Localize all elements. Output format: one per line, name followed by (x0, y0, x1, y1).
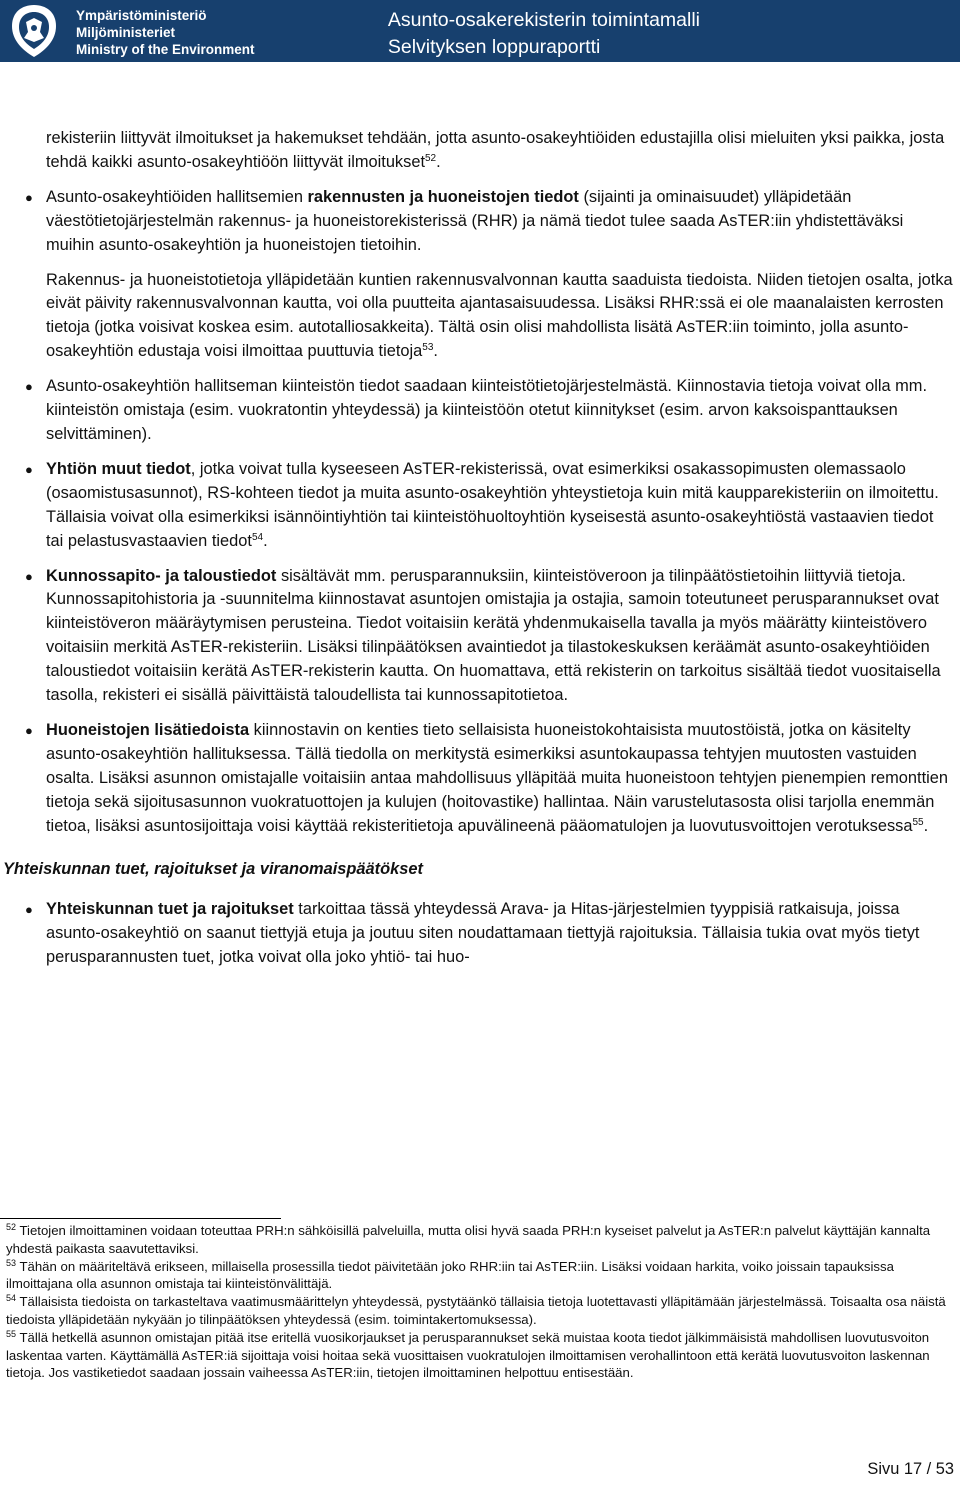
footnote-ref[interactable]: 55 (912, 816, 924, 828)
footnote: $^{52}$ Tietojen ilmoittaminen voidaan toteuttaa PRH:n sähköisillä palveluilla, mutta olisi hyvä saada PRH:n kyseiset palvelut ja AsTER:n palvelut käyttäjän kannalta yhdestä paikasta saavutettaviksi. (6, 1222, 931, 1256)
bullet-icon: ● (25, 189, 33, 205)
list-item: ● Asunto-osakeyhtiöiden hallitsemien rakennusten ja huoneistojen tiedot (sijainti ja ominaisuudet) ylläpidetään väestötietojärjestelmän rakennus- ja huoneistorekisterissä (RHR) ja nämä tiedot tulee saada AsTER:iin yhdistettäväksi muihin asunto-osakeyhtiön ja huoneistojen tietoihin. (25, 187, 904, 254)
footnote: $^{54}$ Tällaisista tiedoista on tarkasteltava vaatimusmäärittelyn yhteydessä, pystytäänkö tällaisia tietoja luotettavasti ylläpitämään järjestelmässä. Toisaalta osa näistä tiedoista ylläpidetään nykyään jo tilinpäätöksen yhteydessä (esim. toimintakertomuksessa). (6, 1293, 946, 1327)
page-header (0, 0, 960, 62)
document-title-main: Asunto-osakerekisterin toimintamalli (387, 9, 700, 31)
list-item: ● Kunnossapito- ja taloustiedot sisältävät mm. perusparannuksiin, kiinteistöveroon ja tilinpäätöstietoihin liittyviä tietoja. Kunnossapitohistoria ja -suunnitelma kiinnostavat asuntojen omistajia ja ostajia, samoin toteutuneet perusparannukset ovat kiinteistöveron määräytymisen perusteina. Tiedot voitaisiin kerätä yhdenmukaisella tavalla ja myös määrätty kiinteistövero voitaisiin merkitä AsTER-rekisteriin. Lisäksi tilinpäätöksen avaintiedot ja tilastokeskuksen keräämät asunto-osakeyhtiöiden taloustiedot voitaisiin kerätä AsTER-rekisterin kautta. On huomattava, että rekisterin on tarkoitus sisältää tiedot vuositaisella tasolla, rekisteri ei sisällä päivittäistä taloudellista tai kunnossapitotietoa. (25, 566, 941, 705)
section-heading: Yhteiskunnan tuet, rajoitukset ja viranomaispäätökset (3, 860, 423, 879)
list-item: ● Yhteiskunnan tuet ja rajoitukset tarkoittaa tässä yhteydessä Arava- ja Hitas-järjestelmien tyyppisiä ratkaisuja, joissa asunto-osakeyhtiö on saanut tiettyjä etuja ja joutuu siten noudattamaan tiettyjä rajoituksia. Tällaisia tukia ovat myös tietyt perusparannusten tuet, jotka voivat olla joko yhtiö- tai huo- (25, 900, 920, 967)
document-subtitle: Selvityksen loppuraportti (387, 36, 601, 58)
continuation-paragraph: rekisteriin liittyvät ilmoitukset ja hakemukset tehdään, jotta asunto-osakeyhtiöiden edustajilla olisi mieluiten yksi paikka, josta tehdä kaikki asunto-osakeyhtiöön liittyvät ilmoitukset$^{52}$. (46, 129, 945, 171)
footnote-divider (0, 1218, 281, 1219)
document-title (388, 7, 700, 61)
bullet-icon: ● (25, 722, 33, 738)
list-item-continuation: Rakennus- ja huoneistotietoja ylläpidetään kuntien rakennusvalvonnan kautta saaduista tiedoista. Niiden tietojen osalta, jotka eivät päivity rakennusvalvonnan kautta, voi olla puutteita ajantasaisuudessa. Lisäksi RHR:ssä ei ole maanalaisten kerrosten tietoja (jotka voisivat koskea esim. autotalliosakkeita). Tältä osin olisi mahdollista lisätä AsTER:iin toiminto, jolla asunto-osakeyhtiön edustaja voisi ilmoittaa puuttuvia tietoja$^{53}$. (46, 270, 953, 361)
list-item: ● Asunto-osakeyhtiön hallitseman kiinteistön tiedot saadaan kiinteistötietojärjestelmästä. Kiinnostavia tietoja voivat olla mm. kiinteistön omistaja (esim. vuokratontin yhteydessä) ja kiinteistöön otetut kiinnitykset (esim. arvon kaksoispanttauksen selvittäminen). (25, 377, 928, 443)
bullet-icon: ● (25, 902, 33, 918)
ministry-name-en: Ministry of the Environment (76, 42, 255, 57)
ministry-name (76, 7, 255, 58)
page-number: Sivu 17 / 53 (867, 1460, 954, 1478)
finnish-lion-crest-icon (4, 2, 64, 60)
ministry-name-fi: Ympäristöministeriö (76, 8, 207, 23)
footnote-ref[interactable]: 52 (425, 152, 437, 164)
bullet-icon: ● (25, 379, 33, 395)
footnote: $^{53}$ Tähän on määriteltävä erikseen, millaisella prosessilla tiedot päivitetään joko RHR:iin tai AsTER:iin. Lisäksi voidaan harkita, voiko joissain tapauksissa ilmoittajana olla asunnon omistaja tai kiinteistönvälittäjä. (6, 1257, 894, 1292)
list-item: ● Yhtiön muut tiedot, jotka voivat tulla kyseeseen AsTER-rekisterissä, ovat esimerkiksi osakassopimusten olemassaolo (osaomistusasunnot), RS-kohteen tiedot ja muita asunto-osakeyhtiön yhteystietoja kuin mitä kaupparekisteriin on ilmoitettu. Tällaisia voivat olla esimerkiksi isännöintiyhtiön tai kiinteistöhuoltoyhtiön kyseisestä asunto-osakeyhtiöstä vastaavien tiedot tai pelastusvastaavien tiedot$^{54}$. (25, 459, 939, 550)
list-item: ● Huoneistojen lisätiedoista kiinnostavin on kenties tieto sellaisista huoneistokohtaisista muutostöistä, jotka on käsitelty asunto-osakeyhtiön hallituksessa. Tällä tiedolla on merkitystä esimerkiksi asuntokaupassa tehtyjen muutosten vastuiden osalta. Lisäksi asunnon omistajalle voitaisiin antaa mahdollisuus ylläpitää muita huoneistoon tehtyjen pienempien remonttien tietoja sekä sijoitusasunnon vuokratuottojen ja kulujen (hoitovastike) hallintaa. Näin varustelutasosta olisi tarjolla enemmän tietoa, lisäksi asuntosijoittaja voisi käyttää rekisteritietoja apuvälineenä pääomatulojen ja luovutusvoittojen verotuksessa$^{55}$. (25, 720, 949, 835)
bullet-icon: ● (25, 461, 33, 477)
footnote: $^{55}$ Tällä hetkellä asunnon omistajan pitää itse eritellä vuosikorjaukset ja perusparannukset sekä muistaa koota tiedot jälkimmäisistä mahdollisen luovutusvoiton laskentaa varten. Käyttämällä AsTER:iä sijoittaja voisi hoitaa sekä vuosittaisen vuokratulojen ilmoittamisen verohallintoon että kerätä luovutusvoiton laskennan tietoja. Jos vastiketiedot saadaan jossain vaiheessa AsTER:iin, tietojen ilmoittaminen helpottuu entisestään. (6, 1328, 930, 1381)
ministry-name-sv: Miljöministeriet (76, 25, 176, 40)
footnote-ref[interactable]: 53 (422, 342, 434, 354)
bullet-icon: ● (25, 568, 33, 584)
footnotes (0, 1222, 954, 1382)
footnote-ref[interactable]: 54 (251, 531, 264, 543)
page-content (0, 127, 960, 970)
